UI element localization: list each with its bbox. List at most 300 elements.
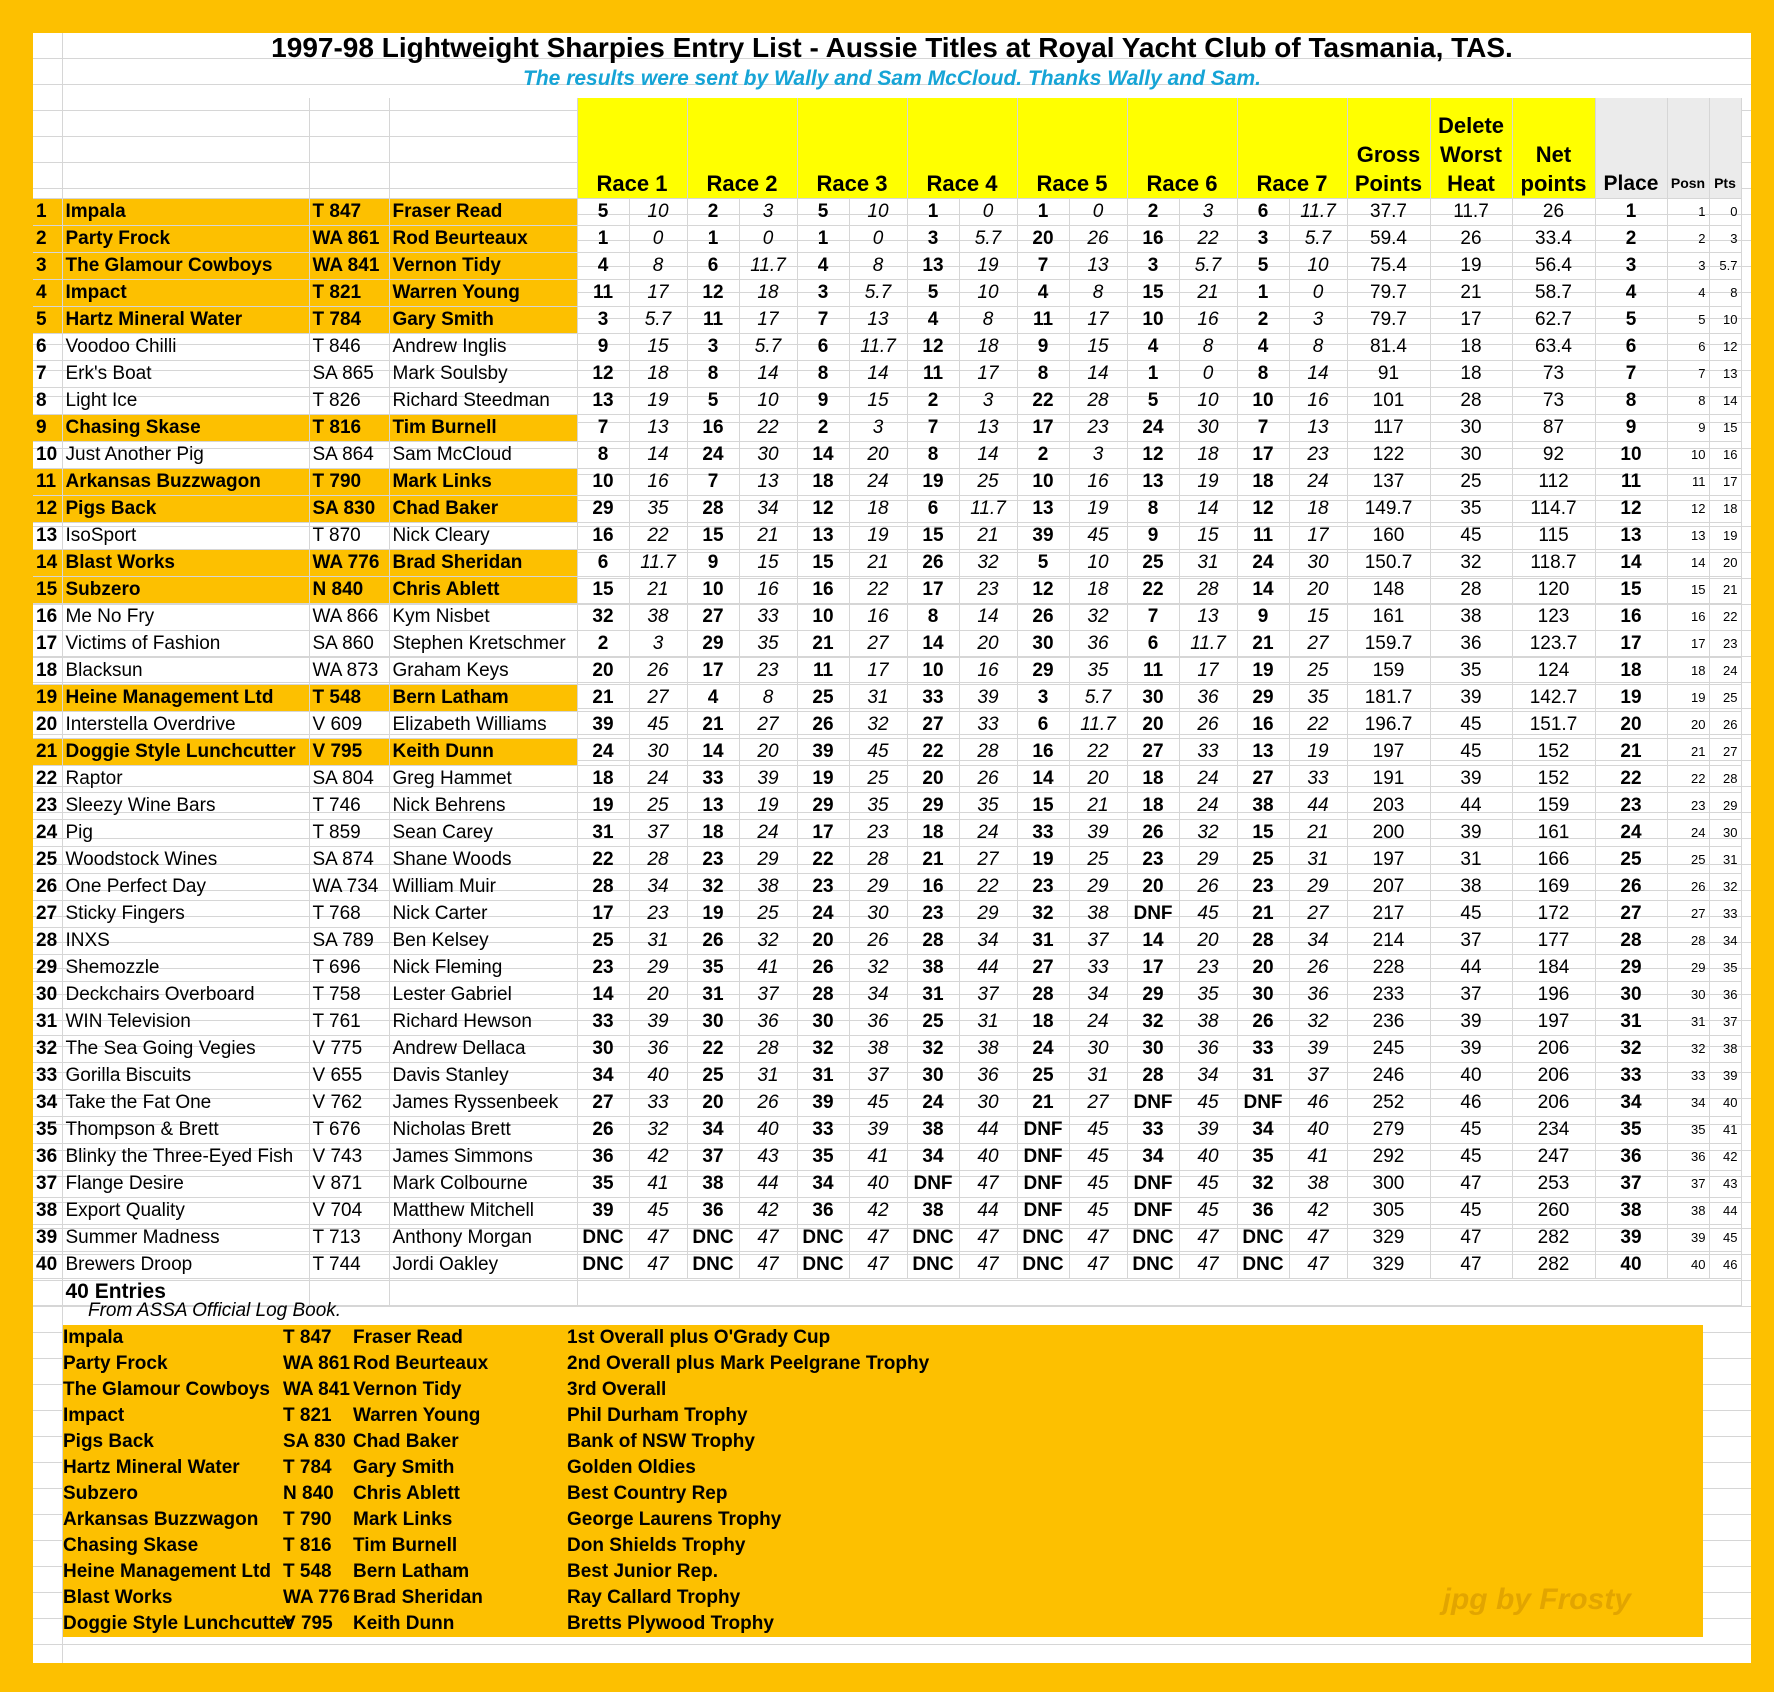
race-7-points: 11.7 — [1289, 198, 1347, 225]
race-5-points: 35 — [1069, 657, 1127, 684]
race-6-place: DNF — [1127, 1170, 1179, 1197]
race-4-points: 30 — [959, 1089, 1017, 1116]
posn: 21 — [1667, 738, 1709, 765]
race-1-place: 28 — [577, 873, 629, 900]
race-6-place: 18 — [1127, 792, 1179, 819]
net-points: 234 — [1512, 1116, 1595, 1143]
gross-points: 214 — [1347, 927, 1430, 954]
posn: 38 — [1667, 1197, 1709, 1224]
race-4-place: 8 — [907, 603, 959, 630]
sail-number: WA 841 — [309, 252, 389, 279]
race-1-place: 31 — [577, 819, 629, 846]
header-race-1: Race 1 — [577, 98, 687, 198]
boat-name: Arkansas Buzzwagon — [62, 468, 309, 495]
row-number: 1 — [33, 198, 62, 225]
race-1-place: 27 — [577, 1089, 629, 1116]
pts: 17 — [1709, 468, 1741, 495]
skipper-name: James Simmons — [389, 1143, 577, 1170]
race-6-place: 4 — [1127, 333, 1179, 360]
sail-number: SA 874 — [309, 846, 389, 873]
race-7-points: 13 — [1289, 414, 1347, 441]
gross-points: 203 — [1347, 792, 1430, 819]
row-number: 14 — [33, 549, 62, 576]
posn: 23 — [1667, 792, 1709, 819]
row-number: 5 — [33, 306, 62, 333]
row-number: 16 — [33, 603, 62, 630]
worst-heat: 32 — [1430, 549, 1512, 576]
award-sail: WA 861 — [283, 1353, 350, 1374]
pts: 33 — [1709, 900, 1741, 927]
net-points: 151.7 — [1512, 711, 1595, 738]
race-7-place: 7 — [1237, 414, 1289, 441]
worst-heat: 21 — [1430, 279, 1512, 306]
race-6-points: 45 — [1179, 1089, 1237, 1116]
skipper-name: Gary Smith — [389, 306, 577, 333]
race-2-place: 1 — [687, 225, 739, 252]
place: 21 — [1595, 738, 1667, 765]
posn: 5 — [1667, 306, 1709, 333]
header-blank — [62, 98, 309, 198]
race-5-points: 33 — [1069, 954, 1127, 981]
award-skipper: Vernon Tidy — [353, 1379, 462, 1400]
race-7-place: 26 — [1237, 1008, 1289, 1035]
race-4-points: 19 — [959, 252, 1017, 279]
race-2-points: 33 — [739, 603, 797, 630]
race-4-place: 38 — [907, 1197, 959, 1224]
pts: 43 — [1709, 1170, 1741, 1197]
award-skipper: Mark Links — [353, 1509, 453, 1530]
race-4-place: 29 — [907, 792, 959, 819]
row-number: 39 — [33, 1224, 62, 1251]
gross-points: 196.7 — [1347, 711, 1430, 738]
net-points: 166 — [1512, 846, 1595, 873]
race-6-place: 16 — [1127, 225, 1179, 252]
race-5-points: 36 — [1069, 630, 1127, 657]
race-2-place: 7 — [687, 468, 739, 495]
boat-name: Just Another Pig — [62, 441, 309, 468]
gross-points: 149.7 — [1347, 495, 1430, 522]
race-3-place: 23 — [797, 873, 849, 900]
net-points: 124 — [1512, 657, 1595, 684]
award-boat: Hartz Mineral Water — [63, 1457, 240, 1478]
boat-name: Summer Madness — [62, 1224, 309, 1251]
race-2-points: 34 — [739, 495, 797, 522]
race-2-place: 21 — [687, 711, 739, 738]
race-4-place: 38 — [907, 954, 959, 981]
race-5-place: 20 — [1017, 225, 1069, 252]
race-1-place: 23 — [577, 954, 629, 981]
race-3-points: 25 — [849, 765, 907, 792]
table-row — [33, 360, 1741, 387]
award-sail: T 821 — [283, 1405, 332, 1426]
race-2-points: 39 — [739, 765, 797, 792]
race-5-points: 3 — [1069, 441, 1127, 468]
place: 7 — [1595, 360, 1667, 387]
worst-heat: 47 — [1430, 1224, 1512, 1251]
table-row — [33, 738, 1741, 765]
race-7-points: 27 — [1289, 630, 1347, 657]
race-4-place: 6 — [907, 495, 959, 522]
race-5-points: 47 — [1069, 1224, 1127, 1251]
page-subtitle: The results were sent by Wally and Sam McCloud. Thanks Wally and Sam. — [523, 67, 1261, 90]
posn: 16 — [1667, 603, 1709, 630]
race-3-points: 8 — [849, 252, 907, 279]
race-1-points: 33 — [629, 1089, 687, 1116]
race-2-points: 10 — [739, 387, 797, 414]
gross-points: 207 — [1347, 873, 1430, 900]
race-1-place: 3 — [577, 306, 629, 333]
award-sail: T 816 — [283, 1535, 332, 1556]
table-row — [33, 549, 1741, 576]
race-6-place: 26 — [1127, 819, 1179, 846]
pts: 23 — [1709, 630, 1741, 657]
race-5-points: 5.7 — [1069, 684, 1127, 711]
table-row — [33, 495, 1741, 522]
race-1-place: 24 — [577, 738, 629, 765]
table-row — [33, 333, 1741, 360]
race-4-place: 33 — [907, 684, 959, 711]
pts: 34 — [1709, 927, 1741, 954]
race-5-place: 11 — [1017, 306, 1069, 333]
sail-number: SA 804 — [309, 765, 389, 792]
race-4-points: 40 — [959, 1143, 1017, 1170]
gross-points: 101 — [1347, 387, 1430, 414]
row-number: 18 — [33, 657, 62, 684]
row-number: 35 — [33, 1116, 62, 1143]
posn: 33 — [1667, 1062, 1709, 1089]
gross-points: 159.7 — [1347, 630, 1430, 657]
race-5-points: 13 — [1069, 252, 1127, 279]
table-row — [33, 279, 1741, 306]
boat-name: Shemozzle — [62, 954, 309, 981]
race-6-points: 22 — [1179, 225, 1237, 252]
race-1-points: 18 — [629, 360, 687, 387]
race-3-points: 39 — [849, 1116, 907, 1143]
race-4-place: 34 — [907, 1143, 959, 1170]
race-2-place: 2 — [687, 198, 739, 225]
row-number: 38 — [33, 1197, 62, 1224]
boat-name: The Sea Going Vegies — [62, 1035, 309, 1062]
race-7-place: 18 — [1237, 468, 1289, 495]
race-3-place: 13 — [797, 522, 849, 549]
posn: 15 — [1667, 576, 1709, 603]
race-4-points: 33 — [959, 711, 1017, 738]
award-name: Ray Callard Trophy — [567, 1587, 741, 1608]
race-1-points: 34 — [629, 873, 687, 900]
race-2-place: 32 — [687, 873, 739, 900]
gross-points: 137 — [1347, 468, 1430, 495]
race-3-place: 29 — [797, 792, 849, 819]
race-6-points: 36 — [1179, 1035, 1237, 1062]
posn: 25 — [1667, 846, 1709, 873]
award-skipper: Keith Dunn — [353, 1613, 455, 1634]
race-2-place: 22 — [687, 1035, 739, 1062]
table-row — [33, 441, 1741, 468]
race-2-points: 36 — [739, 1008, 797, 1035]
race-5-place: 10 — [1017, 468, 1069, 495]
race-4-place: 19 — [907, 468, 959, 495]
race-6-place: 12 — [1127, 441, 1179, 468]
race-1-place: 20 — [577, 657, 629, 684]
race-2-points: 22 — [739, 414, 797, 441]
sail-number: SA 865 — [309, 360, 389, 387]
sail-number: SA 830 — [309, 495, 389, 522]
posn: 4 — [1667, 279, 1709, 306]
table-row — [33, 603, 1741, 630]
race-3-place: 33 — [797, 1116, 849, 1143]
race-5-points: 45 — [1069, 1116, 1127, 1143]
race-5-points: 19 — [1069, 495, 1127, 522]
row-number: 25 — [33, 846, 62, 873]
award-row — [63, 1377, 1703, 1403]
race-5-points: 23 — [1069, 414, 1127, 441]
race-2-points: 21 — [739, 522, 797, 549]
sail-number: T 790 — [309, 468, 389, 495]
race-5-place: 17 — [1017, 414, 1069, 441]
row-number: 33 — [33, 1062, 62, 1089]
race-7-place: 9 — [1237, 603, 1289, 630]
race-6-points: 17 — [1179, 657, 1237, 684]
worst-heat: 26 — [1430, 225, 1512, 252]
race-1-place: 11 — [577, 279, 629, 306]
race-5-place: 39 — [1017, 522, 1069, 549]
race-1-points: 3 — [629, 630, 687, 657]
place: 4 — [1595, 279, 1667, 306]
sail-number: T 768 — [309, 900, 389, 927]
race-2-place: 4 — [687, 684, 739, 711]
skipper-name: Sam McCloud — [389, 441, 577, 468]
skipper-name: Mark Soulsby — [389, 360, 577, 387]
header-race-3: Race 3 — [797, 98, 907, 198]
place: 26 — [1595, 873, 1667, 900]
race-6-points: 47 — [1179, 1224, 1237, 1251]
row-number: 22 — [33, 765, 62, 792]
table-row — [33, 1197, 1741, 1224]
sail-number: V 795 — [309, 738, 389, 765]
boat-name: Me No Fry — [62, 603, 309, 630]
table-row — [33, 630, 1741, 657]
pts: 27 — [1709, 738, 1741, 765]
table-row — [33, 1143, 1741, 1170]
header-race-6: Race 6 — [1127, 98, 1237, 198]
race-2-points: 8 — [739, 684, 797, 711]
place: 15 — [1595, 576, 1667, 603]
boat-name: Pig — [62, 819, 309, 846]
worst-heat: 45 — [1430, 1143, 1512, 1170]
race-5-place: 24 — [1017, 1035, 1069, 1062]
race-1-points: 31 — [629, 927, 687, 954]
award-row — [63, 1325, 1703, 1351]
race-1-place: 39 — [577, 1197, 629, 1224]
race-2-points: 17 — [739, 306, 797, 333]
race-5-place: 15 — [1017, 792, 1069, 819]
race-2-place: 5 — [687, 387, 739, 414]
race-6-place: 30 — [1127, 1035, 1179, 1062]
place: 1 — [1595, 198, 1667, 225]
header-race-7: Race 7 — [1237, 98, 1347, 198]
row-number: 34 — [33, 1089, 62, 1116]
gross-points: 217 — [1347, 900, 1430, 927]
pts: 3 — [1709, 225, 1741, 252]
race-3-place: 11 — [797, 657, 849, 684]
race-1-place: 7 — [577, 414, 629, 441]
race-6-points: 47 — [1179, 1251, 1237, 1278]
award-name: 3rd Overall — [567, 1379, 667, 1400]
pts: 25 — [1709, 684, 1741, 711]
worst-heat: 39 — [1430, 1008, 1512, 1035]
skipper-name: Fraser Read — [389, 198, 577, 225]
race-3-place: 26 — [797, 711, 849, 738]
race-7-points: 21 — [1289, 819, 1347, 846]
race-3-points: 35 — [849, 792, 907, 819]
pts: 30 — [1709, 819, 1741, 846]
race-3-place: DNC — [797, 1224, 849, 1251]
race-7-points: 36 — [1289, 981, 1347, 1008]
race-6-place: 6 — [1127, 630, 1179, 657]
race-5-points: 8 — [1069, 279, 1127, 306]
race-2-place: 17 — [687, 657, 739, 684]
race-1-points: 25 — [629, 792, 687, 819]
race-2-points: 37 — [739, 981, 797, 1008]
worst-heat: 47 — [1430, 1170, 1512, 1197]
row-number: 17 — [33, 630, 62, 657]
race-7-points: 10 — [1289, 252, 1347, 279]
race-1-place: 2 — [577, 630, 629, 657]
pts: 22 — [1709, 603, 1741, 630]
race-5-place: 14 — [1017, 765, 1069, 792]
posn: 31 — [1667, 1008, 1709, 1035]
race-1-place: 32 — [577, 603, 629, 630]
place: 11 — [1595, 468, 1667, 495]
race-3-place: 3 — [797, 279, 849, 306]
race-3-place: 5 — [797, 198, 849, 225]
race-1-place: 21 — [577, 684, 629, 711]
race-4-points: 24 — [959, 819, 1017, 846]
race-5-points: 24 — [1069, 1008, 1127, 1035]
pts: 19 — [1709, 522, 1741, 549]
race-1-points: 45 — [629, 711, 687, 738]
gross-points: 191 — [1347, 765, 1430, 792]
skipper-name: Chad Baker — [389, 495, 577, 522]
row-number: 32 — [33, 1035, 62, 1062]
pts: 16 — [1709, 441, 1741, 468]
place: 39 — [1595, 1224, 1667, 1251]
posn: 27 — [1667, 900, 1709, 927]
table-row — [33, 684, 1741, 711]
posn: 22 — [1667, 765, 1709, 792]
row-number: 15 — [33, 576, 62, 603]
race-6-place: DNF — [1127, 1089, 1179, 1116]
award-sail: WA 776 — [283, 1587, 350, 1608]
race-4-points: 20 — [959, 630, 1017, 657]
table-row — [33, 576, 1741, 603]
race-3-points: 15 — [849, 387, 907, 414]
race-1-place: 35 — [577, 1170, 629, 1197]
race-6-points: 0 — [1179, 360, 1237, 387]
race-3-points: 36 — [849, 1008, 907, 1035]
skipper-name: Graham Keys — [389, 657, 577, 684]
row-number: 36 — [33, 1143, 62, 1170]
race-2-points: 15 — [739, 549, 797, 576]
sail-number: T 816 — [309, 414, 389, 441]
race-7-points: 25 — [1289, 657, 1347, 684]
worst-heat: 11.7 — [1430, 198, 1512, 225]
race-4-place: 11 — [907, 360, 959, 387]
worst-heat: 38 — [1430, 603, 1512, 630]
race-7-points: 38 — [1289, 1170, 1347, 1197]
race-5-points: 17 — [1069, 306, 1127, 333]
race-5-place: 32 — [1017, 900, 1069, 927]
race-4-place: DNC — [907, 1251, 959, 1278]
worst-heat: 28 — [1430, 576, 1512, 603]
boat-name: Heine Management Ltd — [62, 684, 309, 711]
boat-name: Take the Fat One — [62, 1089, 309, 1116]
race-5-points: 39 — [1069, 819, 1127, 846]
boat-name: Impact — [62, 279, 309, 306]
race-4-points: 28 — [959, 738, 1017, 765]
sail-number: T 548 — [309, 684, 389, 711]
page-title: 1997-98 Lightweight Sharpies Entry List - Aussie Titles at Royal Yacht Club of Tasmania, TAS. — [271, 32, 1513, 63]
race-3-place: DNC — [797, 1251, 849, 1278]
race-1-place: 36 — [577, 1143, 629, 1170]
race-2-place: 6 — [687, 252, 739, 279]
posn: 1 — [1667, 198, 1709, 225]
race-6-points: 29 — [1179, 846, 1237, 873]
race-2-place: 18 — [687, 819, 739, 846]
gross-points: 300 — [1347, 1170, 1430, 1197]
race-4-points: 44 — [959, 954, 1017, 981]
boat-name: INXS — [62, 927, 309, 954]
sail-number: WA 873 — [309, 657, 389, 684]
skipper-name: Nick Fleming — [389, 954, 577, 981]
race-1-place: 12 — [577, 360, 629, 387]
race-3-place: 30 — [797, 1008, 849, 1035]
race-1-points: 42 — [629, 1143, 687, 1170]
pts: 14 — [1709, 387, 1741, 414]
header-blank — [389, 98, 577, 198]
pts: 28 — [1709, 765, 1741, 792]
race-7-points: 46 — [1289, 1089, 1347, 1116]
posn: 19 — [1667, 684, 1709, 711]
race-4-points: 0 — [959, 198, 1017, 225]
row-number: 21 — [33, 738, 62, 765]
gross-points: 197 — [1347, 738, 1430, 765]
gross-points: 245 — [1347, 1035, 1430, 1062]
posn: 9 — [1667, 414, 1709, 441]
skipper-name: Andrew Inglis — [389, 333, 577, 360]
race-2-place: 31 — [687, 981, 739, 1008]
row-number: 7 — [33, 360, 62, 387]
race-6-points: 36 — [1179, 684, 1237, 711]
header-race-2: Race 2 — [687, 98, 797, 198]
race-2-points: 44 — [739, 1170, 797, 1197]
header-blank — [33, 98, 62, 198]
table-row — [33, 927, 1741, 954]
gross-points: 117 — [1347, 414, 1430, 441]
boat-name: Export Quality — [62, 1197, 309, 1224]
race-2-points: 47 — [739, 1224, 797, 1251]
sail-number: T 847 — [309, 198, 389, 225]
place: 25 — [1595, 846, 1667, 873]
race-7-place: 3 — [1237, 225, 1289, 252]
table-row — [33, 522, 1741, 549]
race-5-points: 38 — [1069, 900, 1127, 927]
race-4-place: 2 — [907, 387, 959, 414]
race-7-points: 34 — [1289, 927, 1347, 954]
race-6-place: DNF — [1127, 900, 1179, 927]
race-5-points: 32 — [1069, 603, 1127, 630]
race-6-place: 2 — [1127, 198, 1179, 225]
